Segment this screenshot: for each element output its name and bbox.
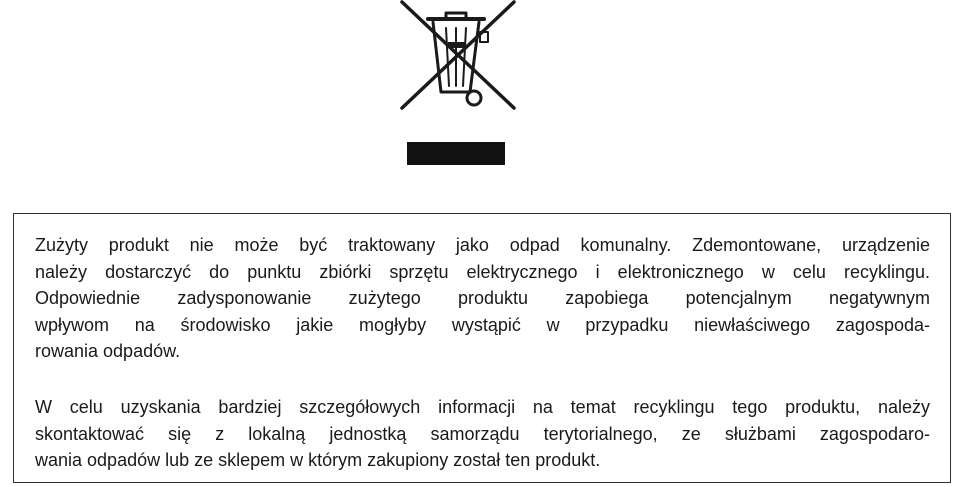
paragraph-2-line-3: wania odpadów lub ze sklepem w którym zakupiony został ten produkt. [35,450,601,470]
paragraph-1-line-2: należy dostarczyć do punktu zbiórki sprzętu elektrycznego i elektronicznego w celu recyklingu. [35,261,930,282]
crossed-out-wheeled-bin-icon [398,0,518,112]
disposal-paragraph-2 [35,394,930,474]
paragraph-1-line-4: wpływom na środowisko jakie mogłyby wystąpić w przypadku niewłaściwego zagospoda- [35,314,930,335]
paragraph-1-line-5: rowania odpadów. [35,341,181,361]
paragraph-2-line-2: skontaktować się z lokalną jednostką samorządu terytorialnego, ze służbami zagospodaro- [35,423,930,444]
paragraph-1-line-1: Zużyty produkt nie może być traktowany jako odpad komunalny. Zdemontowane, urządzenie [35,235,930,255]
paragraph-2-line-1: W celu uzyskania bardziej szczegółowych informacji na temat recyklingu tego produktu, należy [35,397,930,417]
paragraph-1-line-3: Odpowiednie zadysponowanie zużytego produktu zapobiega potencjalnym negatywnym [35,288,930,308]
disposal-notice [13,213,951,483]
disposal-paragraph-1 [35,232,930,365]
weee-solid-bar [407,142,505,165]
